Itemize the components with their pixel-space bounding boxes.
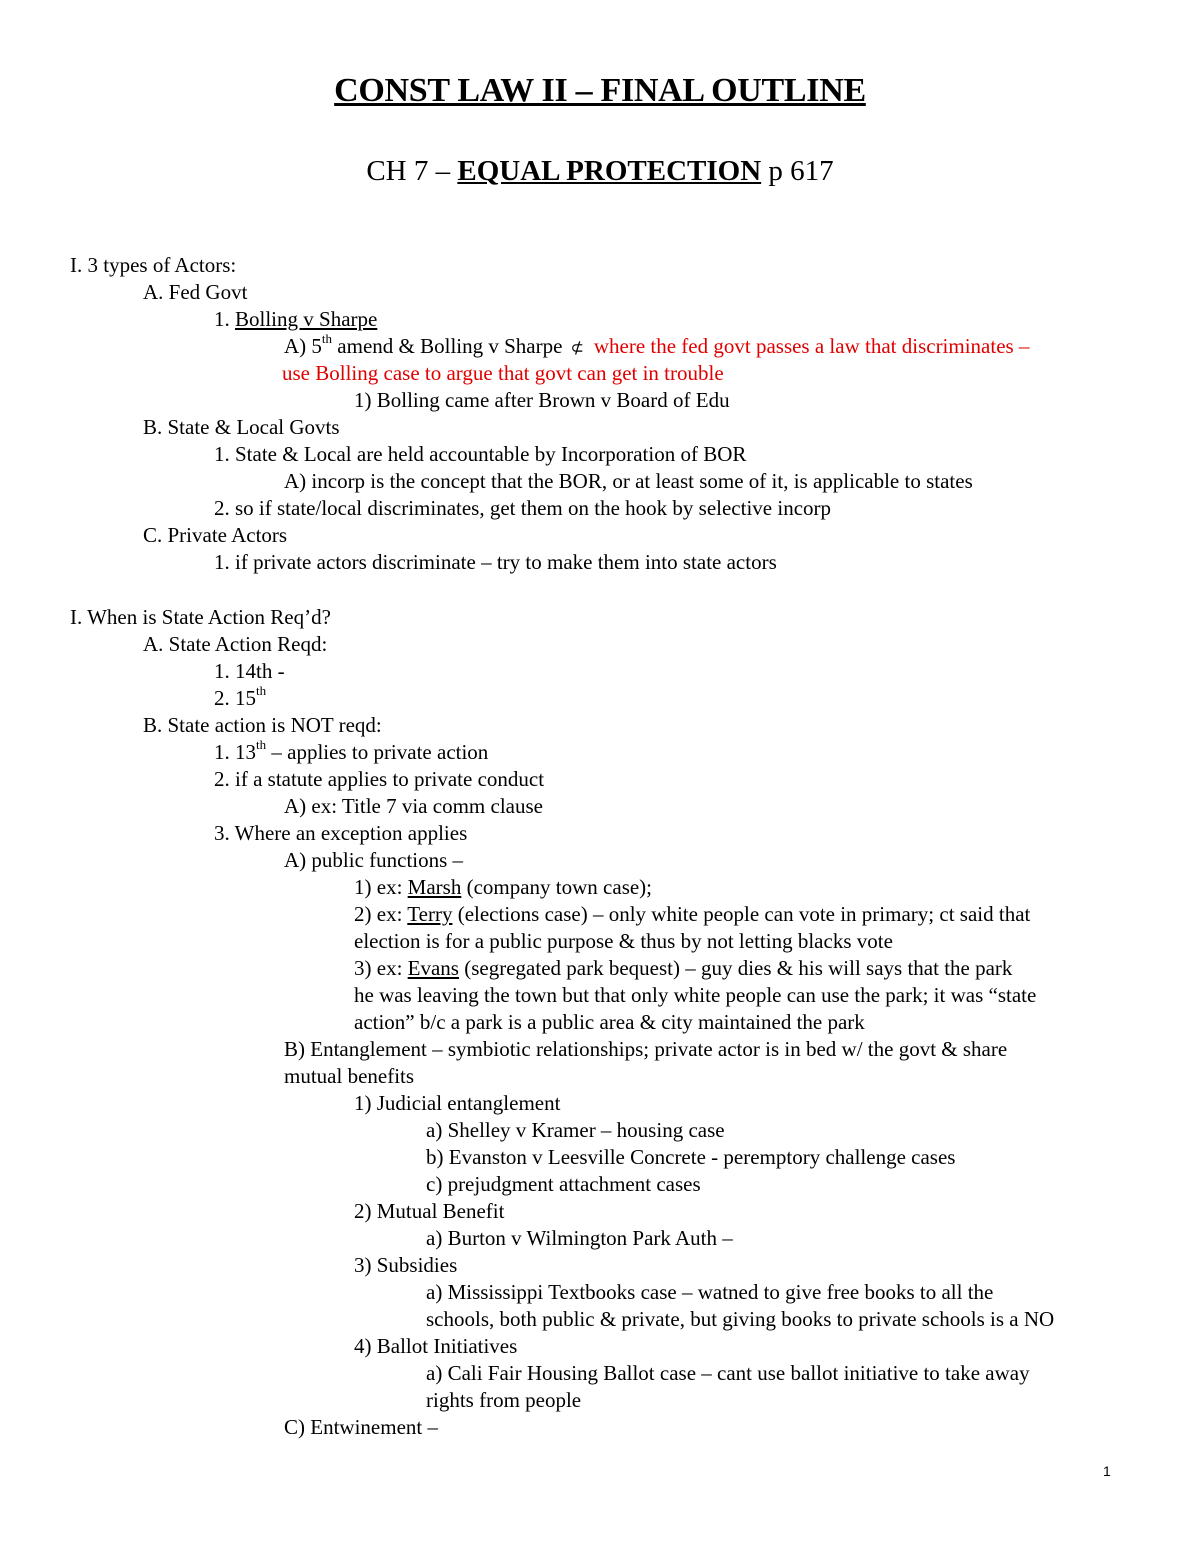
outline-item: 3. Where an exception applies [214,821,468,845]
red-note: use Bolling case to argue that govt can get in trouble [282,361,724,385]
document-title: CONST LAW II – FINAL OUTLINE [334,72,866,109]
outline-item: a) Burton v Wilmington Park Auth – [426,1226,733,1250]
outline-item: 1. State & Local are held accountable by Incorporation of BOR [214,442,747,466]
outline-item: 2) Mutual Benefit [354,1199,505,1223]
outline-item-cont: mutual benefits [284,1064,415,1088]
chapter-page: p 617 [761,155,834,187]
outline-item: 2. if a statute applies to private conduct [214,767,545,791]
outline-item: B. State action is NOT reqd: [143,713,382,737]
outline-item-cont: action” b/c a park is a public area & city maintained the park [354,1010,865,1034]
outline-item: 1. 14th - [214,659,285,683]
arrow-icon: ⊄ [570,340,584,357]
outline-item: 1) ex: Marsh (company town case); [354,875,653,899]
outline-item: a) Shelley v Kramer – housing case [426,1118,725,1142]
outline-item: 1. Bolling v Sharpe [214,307,378,331]
outline-item: C) Entwinement – [284,1415,438,1439]
case-name: Marsh [407,875,462,899]
outline-item: 3) ex: Evans (segregated park bequest) – guy dies & his will says that the park [354,956,1013,980]
chapter-heading [0,155,1200,188]
chapter-subject: EQUAL PROTECTION [457,155,762,187]
outline-item: B) Entanglement – symbiotic relationships; private actor is in bed w/ the govt & share [284,1037,1008,1061]
section-1-heading: I. 3 types of Actors: [70,253,237,277]
outline-item: 3) Subsidies [354,1253,458,1277]
outline-item-cont: schools, both public & private, but giving books to private schools is a NO [426,1307,1055,1331]
outline-item: 1. if private actors discriminate – try to make them into state actors [214,550,777,574]
outline-item-cont: he was leaving the town but that only white people can use the park; it was “state [354,983,1037,1007]
section-2-heading: I. When is State Action Req’d? [70,605,331,629]
outline-item: A) incorp is the concept that the BOR, or at least some of it, is applicable to states [284,469,973,493]
outline-item: 2. so if state/local discriminates, get them on the hook by selective incorp [214,496,832,520]
outline-item: B. State & Local Govts [143,415,340,439]
page-number: 1 [1103,1463,1111,1479]
case-name: Bolling v Sharpe [235,307,378,331]
outline-item: A) 5th amend & Bolling v Sharpe ⊄ where the fed govt passes a law that discriminates – [284,333,1029,362]
case-name: Terry [407,902,453,926]
outline-item: a) Mississippi Textbooks case – watned to give free books to all the [426,1280,994,1304]
red-note: where the fed govt passes a law that discriminates – [593,334,1030,358]
outline-item: A. State Action Reqd: [143,632,328,656]
outline-item: A. Fed Govt [143,280,248,304]
outline-item: A) ex: Title 7 via comm clause [284,794,543,818]
outline-item: a) Cali Fair Housing Ballot case – cant use ballot initiative to take away [426,1361,1030,1385]
outline-item-cont: election is for a public purpose & thus by not letting blacks vote [354,929,893,953]
case-name: Evans [407,956,459,980]
outline-item-cont: rights from people [426,1388,582,1412]
outline-item: 2) ex: Terry (elections case) – only white people can vote in primary; ct said that [354,902,1031,926]
outline-item: 1. 13th – applies to private action [214,737,489,764]
outline-item: C. Private Actors [143,523,288,547]
outline-item: A) public functions – [284,848,464,872]
outline-item: 4) Ballot Initiatives [354,1334,518,1358]
chapter-prefix: CH 7 – [366,155,458,187]
outline-item: 1) Judicial entanglement [354,1091,561,1115]
outline-item: c) prejudgment attachment cases [426,1172,701,1196]
outline-item: b) Evanston v Leesville Concrete - peremptory challenge cases [426,1145,956,1169]
outline-item: 1) Bolling came after Brown v Board of Edu [354,388,730,412]
outline-item: 2. 15th [214,683,267,710]
